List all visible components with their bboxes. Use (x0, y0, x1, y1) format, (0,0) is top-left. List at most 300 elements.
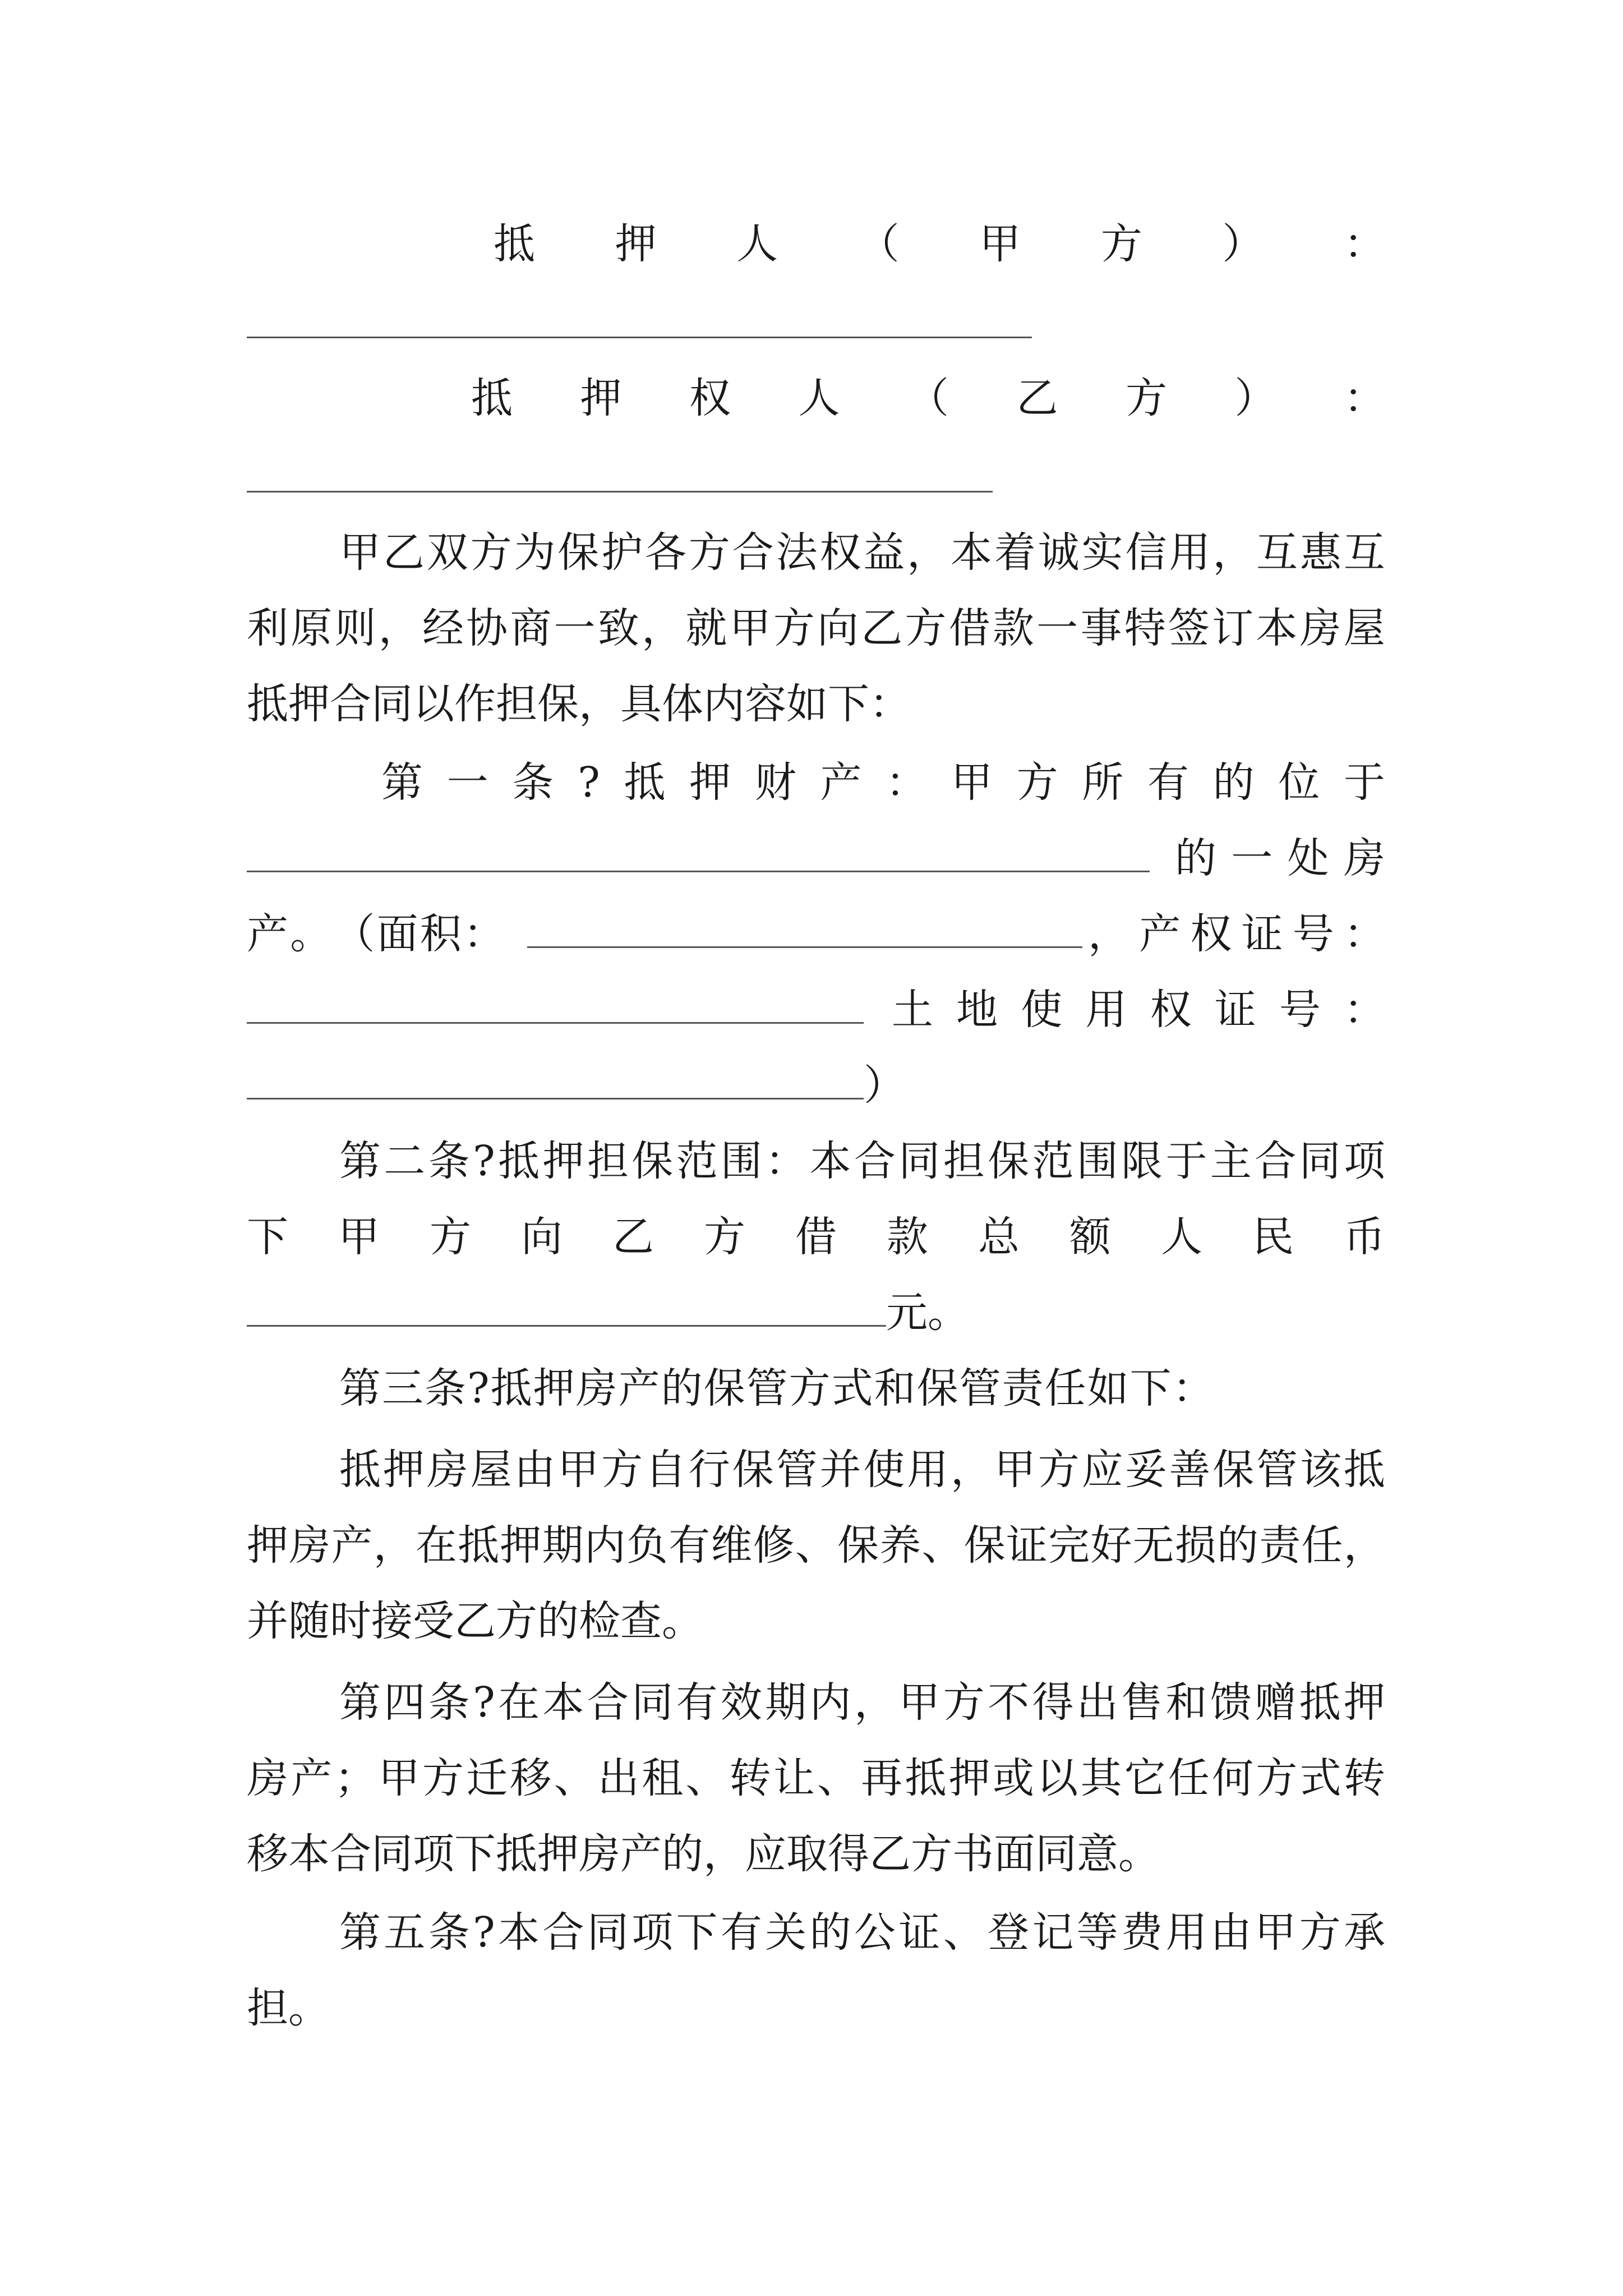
char: 乙 (382, 528, 425, 577)
char: 证 (1241, 910, 1283, 958)
char: 转 (729, 1754, 771, 1802)
char: 本 (1256, 604, 1298, 652)
char: 合 (587, 1678, 629, 1727)
char: 商 (510, 604, 552, 652)
char: 管 (1256, 1446, 1298, 1494)
char: 甲 (729, 604, 771, 652)
char: 甲 (979, 220, 1021, 268)
char: 第 (339, 1678, 381, 1727)
char: 和 (1165, 1678, 1207, 1727)
char: 完 (1048, 1521, 1090, 1570)
char: 押 (615, 220, 657, 268)
char: 互 (1256, 528, 1298, 577)
char: 护 (601, 528, 643, 577)
char: 甲 (898, 1678, 940, 1727)
char: 甲 (1255, 1908, 1297, 1957)
char: 方 (1299, 1908, 1341, 1957)
char: 抵 (494, 220, 535, 268)
article4-line-2 (247, 1745, 1385, 1812)
char: 在 (498, 1678, 540, 1727)
char: 产 (247, 910, 288, 958)
char: 记 (1032, 1908, 1074, 1957)
char: 范 (676, 1137, 718, 1185)
char: 合 (1255, 1137, 1297, 1185)
char: 同 (631, 1678, 674, 1727)
char: 则 (334, 604, 376, 652)
char: 产 (291, 1754, 333, 1802)
char: 第 (339, 1137, 381, 1185)
char: 向 (817, 604, 859, 652)
char: 抵 (339, 1446, 381, 1494)
char: 保 (988, 1137, 1030, 1185)
char: 押 (580, 374, 622, 422)
char: 方 (601, 1446, 643, 1494)
char: 房 (247, 1754, 288, 1802)
char: 或 (992, 1754, 1034, 1802)
char: 使 (863, 1446, 905, 1494)
char: 第 (381, 758, 423, 807)
char: 管 (776, 1446, 818, 1494)
char: 订 (1212, 604, 1254, 652)
char: 产 (331, 1521, 373, 1570)
char: 方 (1126, 374, 1167, 422)
article3-body-1 (339, 1436, 1385, 1503)
char: 二 (384, 1137, 426, 1185)
char: 屋 (470, 1446, 512, 1494)
char: 积 (419, 910, 462, 958)
char: 损 (1174, 1521, 1216, 1570)
char: 抵 (1299, 1678, 1341, 1727)
char: 何 (1212, 1754, 1254, 1802)
char: 养 (879, 1521, 921, 1570)
char: ： (1344, 374, 1385, 422)
char: ； (334, 1754, 376, 1802)
article1-line-3-suffix (1088, 900, 1385, 968)
char: 使 (1021, 986, 1063, 1034)
char: 出 (597, 1754, 639, 1802)
char: 内 (809, 1678, 851, 1727)
article2-line-3 (247, 1279, 1385, 1346)
char: 承 (1343, 1908, 1385, 1957)
intro-line-2 (247, 595, 1385, 662)
char: 房 (289, 1521, 331, 1570)
char: 方 (704, 1213, 745, 1261)
char: 方 (905, 604, 947, 652)
char: 人 (1161, 1213, 1202, 1261)
article1-line-2-suffix (1175, 825, 1385, 892)
char: 责 (1259, 1521, 1301, 1570)
char: 费 (1121, 1908, 1163, 1957)
amount-blank[interactable] (247, 1290, 886, 1327)
char: 好 (1090, 1521, 1132, 1570)
char: ， (1212, 528, 1255, 577)
article5-line-2: 担。 (247, 1984, 330, 2032)
char: ， (951, 1446, 993, 1494)
char: 限 (1121, 1137, 1163, 1185)
char: 、 (685, 1754, 727, 1802)
char: 修 (753, 1521, 795, 1570)
char: 有 (676, 1678, 718, 1727)
char: 善 (1169, 1446, 1211, 1494)
char: （ (333, 910, 375, 958)
char: 所 (1082, 758, 1124, 807)
char: 移 (510, 1754, 552, 1802)
party-b-blank[interactable] (247, 491, 993, 493)
char: 特 (1124, 604, 1166, 652)
char: 得 (1032, 1678, 1074, 1727)
char: 甲 (339, 528, 381, 577)
intro-line-3: 抵押合同以作担保，具体内容如下： (247, 680, 911, 728)
char: 合 (732, 528, 774, 577)
char: 、 (795, 1521, 837, 1570)
char: 本 (809, 1137, 851, 1185)
char: 甲 (378, 1754, 420, 1802)
char: 方 (688, 528, 730, 577)
char: 为 (514, 528, 556, 577)
char: 维 (711, 1521, 753, 1570)
char: 保 (732, 1446, 774, 1494)
char: 押 (689, 758, 731, 807)
char: ? (473, 1137, 495, 1185)
char: 信 (1125, 528, 1167, 577)
char: ， (642, 604, 684, 652)
char: 保 (557, 528, 600, 577)
char: 主 (1210, 1137, 1252, 1185)
char: ： (886, 758, 928, 807)
char: 馈 (1210, 1678, 1252, 1727)
char: 押 (247, 1521, 288, 1570)
char: 就 (685, 604, 727, 652)
article5-line-1 (339, 1899, 1385, 1966)
char: （ (857, 220, 900, 268)
char: 它 (1124, 1754, 1166, 1802)
char: 以 (1036, 1754, 1078, 1802)
char: 条 (428, 1908, 470, 1957)
char: 各 (645, 528, 687, 577)
char: 经 (422, 604, 464, 652)
char: 产 (820, 758, 862, 807)
article1-line-4-suffix (892, 976, 1385, 1043)
char: 人 (798, 374, 840, 422)
article3-title: 第三条?抵押房产的保管方式和保管责任如下： (339, 1364, 1215, 1412)
char: 关 (765, 1908, 807, 1957)
char: 借 (795, 1213, 837, 1261)
char: 担 (943, 1137, 985, 1185)
char: 权 (689, 374, 731, 422)
char: 同 (898, 1137, 940, 1185)
char: 事 (1080, 604, 1122, 652)
char: 迁 (466, 1754, 508, 1802)
char: 一 (554, 604, 596, 652)
char: ） (1222, 220, 1264, 268)
article4-line-1 (339, 1669, 1385, 1736)
char: 实 (1081, 528, 1123, 577)
char: ： (463, 910, 505, 958)
char: 于 (1344, 758, 1385, 807)
char: 不 (988, 1678, 1030, 1727)
article1-line-4-blank (247, 976, 864, 1043)
char: 转 (1343, 1754, 1385, 1802)
char: 有 (668, 1521, 711, 1570)
location-blank[interactable] (247, 836, 1150, 872)
char: 同 (587, 1908, 629, 1957)
char: ： (1343, 986, 1385, 1034)
char: 用 (1165, 1908, 1207, 1957)
char: 出 (1076, 1678, 1118, 1727)
char: 方 (1038, 1446, 1080, 1494)
char: 用 (1169, 528, 1211, 577)
char: 押 (1343, 1678, 1385, 1727)
char: 诚 (1038, 528, 1080, 577)
char: 有 (1147, 758, 1189, 807)
char: 方 (1256, 1754, 1298, 1802)
char: 房 (426, 1446, 468, 1494)
char: 方 (430, 1213, 471, 1261)
char: ， (854, 1678, 896, 1727)
char: 项 (1343, 1137, 1385, 1185)
char: ? (578, 758, 600, 807)
char: 的 (1217, 1521, 1259, 1570)
char: 保 (837, 1521, 879, 1570)
char: 在 (415, 1521, 457, 1570)
char: 合 (542, 1908, 584, 1957)
char: 押 (948, 1754, 990, 1802)
char: 总 (978, 1213, 1020, 1261)
char: ： (1343, 910, 1385, 958)
char: 甲 (951, 758, 993, 807)
char: 款 (887, 1213, 928, 1261)
char: 效 (720, 1678, 762, 1727)
char: 任 (1301, 1521, 1343, 1570)
char: 公 (854, 1908, 896, 1957)
char: 用 (907, 1446, 949, 1494)
char: 乙 (1016, 374, 1058, 422)
char: 益 (863, 528, 905, 577)
char: 条 (512, 758, 554, 807)
char: 赠 (1255, 1678, 1297, 1727)
char: 双 (426, 528, 468, 577)
char: 协 (466, 604, 508, 652)
char: 抵 (458, 1521, 500, 1570)
char: 等 (1076, 1908, 1118, 1957)
char: 方 (943, 1678, 985, 1727)
char: 币 (1344, 1213, 1385, 1261)
char: 同 (1299, 1137, 1341, 1185)
char: 一 (446, 758, 488, 807)
char: 权 (1190, 910, 1232, 958)
char: 、 (921, 1521, 963, 1570)
char: 甲 (338, 1213, 380, 1261)
char: 原 (291, 604, 333, 652)
char: 登 (988, 1908, 1030, 1957)
char: 权 (819, 528, 861, 577)
char: 第 (339, 1908, 381, 1957)
article4-line-3: 移本合同项下抵押房产的，应取得乙方书面同意。 (247, 1830, 1160, 1878)
char: 签 (1168, 604, 1210, 652)
char: 应 (1081, 1446, 1123, 1494)
article3-body-2 (247, 1512, 1385, 1579)
char: 着 (994, 528, 1036, 577)
article2-line-2 (247, 1203, 1385, 1271)
char: 四 (384, 1678, 426, 1727)
char: 屋 (1343, 604, 1385, 652)
intro-line-1 (339, 519, 1385, 586)
char: 惠 (1299, 528, 1341, 577)
char: 抵 (624, 758, 666, 807)
char: 房 (1299, 604, 1341, 652)
char: 押 (500, 1521, 542, 1570)
char: 的 (1175, 834, 1216, 882)
char: 再 (861, 1754, 903, 1802)
char: 该 (1299, 1446, 1341, 1494)
char: 租 (642, 1754, 684, 1802)
char: 证 (898, 1908, 940, 1957)
char: 抵 (905, 1754, 947, 1802)
char: 有 (720, 1908, 762, 1957)
article1-line-5 (247, 1052, 1385, 1119)
char: 方 (773, 604, 815, 652)
char: 保 (1212, 1446, 1255, 1494)
char: 五 (384, 1908, 426, 1957)
char: 范 (1032, 1137, 1074, 1185)
party-a-label (494, 210, 1385, 278)
char: 由 (1210, 1908, 1252, 1957)
char: 围 (720, 1137, 762, 1185)
char: 民 (1252, 1213, 1294, 1261)
char: 法 (776, 528, 818, 577)
char: ? (473, 1678, 495, 1727)
char: 无 (1132, 1521, 1174, 1570)
char: 合 (854, 1137, 896, 1185)
char: 方 (1100, 220, 1142, 268)
char: 、 (554, 1754, 596, 1802)
char: 本 (951, 528, 993, 577)
char: 致 (597, 604, 639, 652)
char: （ (907, 374, 949, 422)
char: 期 (765, 1678, 807, 1727)
char: 由 (514, 1446, 556, 1494)
char: ， (1088, 910, 1129, 958)
char: ， (1343, 1521, 1385, 1570)
char: 项 (631, 1908, 674, 1957)
char: 乙 (612, 1213, 654, 1261)
char: ： (765, 1137, 807, 1185)
char: 下 (247, 1213, 288, 1261)
char: 方 (422, 1754, 464, 1802)
char: 地 (956, 986, 998, 1034)
char: 面 (376, 910, 418, 958)
char: 互 (1343, 528, 1385, 577)
char: 借 (948, 604, 990, 652)
char: 方 (1016, 758, 1058, 807)
char: 于 (1165, 1137, 1207, 1185)
char: ， (907, 528, 949, 577)
char: 号 (1292, 910, 1334, 958)
char: 人 (736, 220, 778, 268)
char: 房 (1343, 834, 1385, 882)
char: 自 (645, 1446, 687, 1494)
char: 向 (521, 1213, 562, 1261)
char: 甲 (994, 1446, 1036, 1494)
char: 。 (290, 910, 332, 958)
char: 甲 (557, 1446, 600, 1494)
char: 围 (1076, 1137, 1118, 1185)
char: ， (373, 1521, 415, 1570)
char: 的 (809, 1908, 851, 1957)
char: 额 (1069, 1213, 1111, 1261)
char: 一 (1231, 834, 1273, 882)
char: 条 (428, 1678, 470, 1727)
property-cert-blank[interactable] (247, 987, 864, 1024)
article2-yuan: 元。 (886, 1289, 969, 1337)
char: 抵 (471, 374, 513, 422)
char: 财 (754, 758, 796, 807)
char: 款 (992, 604, 1034, 652)
char: 行 (688, 1446, 730, 1494)
char: 用 (1085, 986, 1127, 1034)
char: 其 (1080, 1754, 1122, 1802)
char: 并 (819, 1446, 861, 1494)
article1-close: ） (864, 1061, 905, 1110)
article1-line-3-prefix (247, 900, 505, 968)
article1-line-1 (381, 749, 1385, 816)
char: 期 (542, 1521, 584, 1570)
land-cert-blank[interactable] (247, 1063, 864, 1099)
char: 负 (626, 1521, 668, 1570)
char: 处 (1287, 834, 1329, 882)
party-a-blank[interactable] (247, 337, 1032, 338)
char: 担 (587, 1137, 629, 1185)
char: 本 (498, 1908, 540, 1957)
article3-body-3: 并随时接受乙方的检查。 (247, 1597, 703, 1645)
area-blank[interactable] (527, 912, 1082, 948)
char: 任 (1168, 1754, 1210, 1802)
char: 方 (470, 528, 512, 577)
char: 下 (676, 1908, 718, 1957)
char: 、 (817, 1754, 859, 1802)
char: 乙 (861, 604, 903, 652)
char: 土 (892, 986, 933, 1034)
article1-line-3-blank (527, 900, 1082, 968)
char: 证 (1214, 986, 1256, 1034)
char: 的 (1212, 758, 1255, 807)
char: ? (473, 1908, 495, 1957)
char: 、 (943, 1908, 985, 1957)
char: 证 (1006, 1521, 1048, 1570)
char: 售 (1121, 1678, 1163, 1727)
char: 条 (428, 1137, 470, 1185)
char: 押 (382, 1446, 425, 1494)
char: ， (378, 604, 420, 652)
article2-line-1 (339, 1128, 1385, 1195)
party-b-label (471, 365, 1385, 432)
char: 本 (542, 1678, 584, 1727)
char: 让 (773, 1754, 815, 1802)
char: 产 (1139, 910, 1181, 958)
char: ） (1234, 374, 1276, 422)
char: ： (1343, 220, 1385, 268)
char: 妥 (1125, 1446, 1167, 1494)
char: 号 (1279, 986, 1321, 1034)
char: 一 (1036, 604, 1078, 652)
char: 利 (247, 604, 288, 652)
char: 内 (584, 1521, 626, 1570)
char: 式 (1299, 1754, 1341, 1802)
char: 抵 (1343, 1446, 1385, 1494)
char: 保 (631, 1137, 674, 1185)
char: 押 (542, 1137, 584, 1185)
char: 位 (1278, 758, 1320, 807)
